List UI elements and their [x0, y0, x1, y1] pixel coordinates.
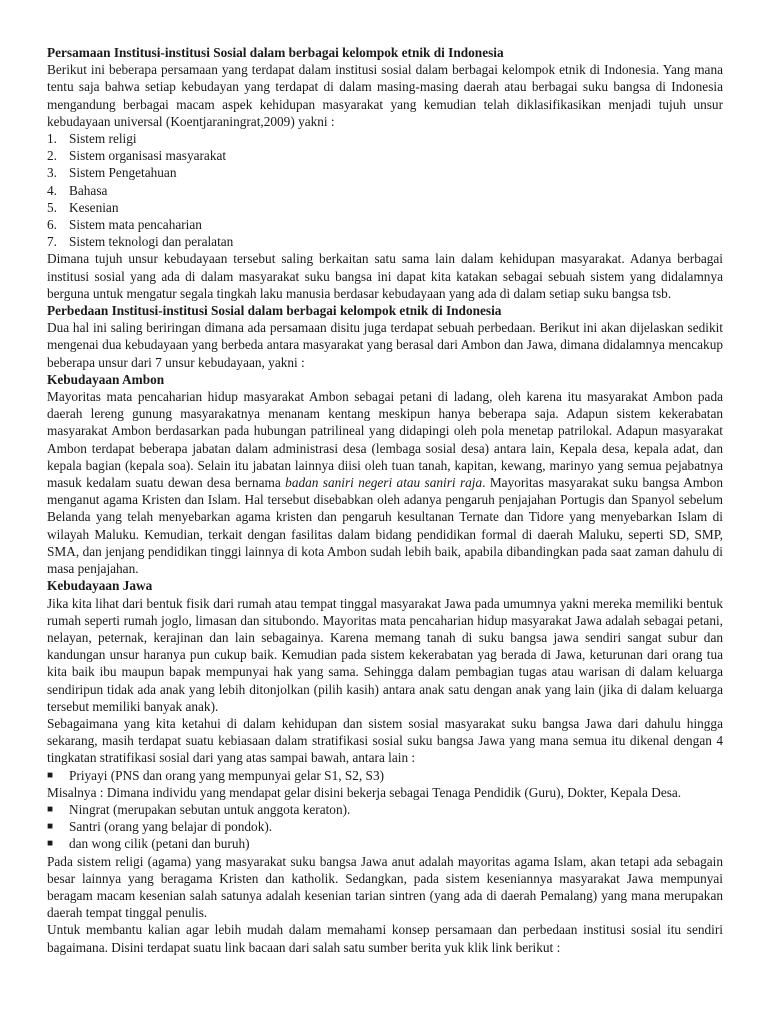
list-text: Sistem Pengetahuan: [69, 165, 177, 181]
paragraph-ambon-part2: . Mayoritas masyarakat suku bangsa Ambon menganut agama Kristen dan Islam. Hal tersebut disebabkan oleh adanya pengaruh penjajahan Portugis dan Spanyol sebelum Belanda yang telah menyebarkan agama kristen dan pengaruh kesultanan Ternate dan Tidore yang menyebarkan Islam di wilayah Maluku. Kemudian, terkait dengan fasilitas dalam bidang pendidikan formal di daerah Maluku, seperti SD, SMP, SMA, dan jenjang pendidikan tinggi lainnya di kota Ambon sudah lebih baik, apabila dibandingkan pada saat zaman dahulu di masa penjajahan.: [47, 475, 723, 577]
list-number: 7.: [47, 234, 57, 250]
unsur-kebudayaan-list: [47, 130, 723, 250]
list-item: [47, 130, 723, 147]
paragraph-tujuh-unsur: Dimana tujuh unsur kebudayaan tersebut saling berkaitan satu sama lain dalam kehidupan masyarakat. Adanya berbagai institusi sosial yang ada di dalam masyarakat suku bangsa ini dapat kita katakan sebagai sebuah sistem yang didalamnya berguna untuk mengatur segala tingkah laku manusia berdasar kebudayaan yang ada di dalam setiap suku bangsa tsb.: [47, 251, 723, 301]
list-text: Ningrat (merupakan sebutan untuk anggota keraton).: [69, 801, 351, 817]
list-text: Santri (orang yang belajar di pondok).: [69, 819, 273, 835]
list-number: 4.: [47, 182, 57, 198]
list-item: [47, 164, 723, 181]
bullet-icon: ■: [47, 803, 54, 815]
list-item: [47, 767, 723, 784]
paragraph-ambon: [47, 388, 723, 577]
list-text: dan wong cilik (petani dan buruh): [69, 836, 250, 852]
paragraph-jawa: Jika kita lihat dari bentuk fisik dari rumah atau tempat tinggal masyarakat Jawa pada umumnya yakni mereka memiliki bentuk rumah seperti rumah joglo, limasan dan situbondo. Mayoritas mata pencaharian hidup masyarakat Jawa adalah sebagai petani, nelayan, peternak, kerajinan dan lain sebagainya. Karena memang tanah di suku bangsa jawa sendiri sangat subur dan kandungan unsur haranya pun cukup baik. Kemudian pada sistem kekerabatan yag berada di Jawa, keturunan dari orang tua kita baik ibu maupun bapak mempunyai hak yang sama. Sehingga dalam pembagian tugas atau warisan di dalam keluarga sendiripun tidak ada anak yang lebih ditonjolkan (pilih kasih) antara anak satu dengan anak yang lain (jika di dalam keluarga tersebut memiliki banyak anak).: [47, 595, 723, 714]
paragraph-misalnya: Misalnya : Dimana individu yang mendapat gelar disini bekerja sebagai Tenaga Pendidik (Guru), Dokter, Kepala Desa.: [47, 784, 682, 800]
list-text: Sistem religi: [69, 131, 137, 147]
list-text: Sistem mata pencaharian: [69, 217, 202, 233]
list-item: [47, 801, 723, 818]
paragraph-intro: Berikut ini beberapa persamaan yang terdapat dalam institusi sosial dalam berbagai kelompok etnik di Indonesia. Yang mana tentu saja bahwa setiap kebudayan yang terdapat di dalam masing-masing daerah atau berbagai suku bangsa di Indonesia mengandung berbagai macam aspek kehidupan masyarakat yang kemudian telah diklasifikasikan menjadi tujuh unsur kebudayaan universal (Koentjaraningrat,2009) yakni :: [47, 62, 723, 129]
list-number: 6.: [47, 217, 57, 233]
list-text: Priyayi (PNS dan orang yang mempunyai gelar S1, S2, S3): [69, 767, 385, 783]
paragraph-stratifikasi: Sebagaimana yang kita ketahui di dalam kehidupan dan sistem sosial masyarakat suku bangsa Jawa dari dahulu hingga sekarang, masih terdapat suatu kebiasaan dalam stratifikasi sosial suku bangsa Jawa yang mana semua itu dikenal dengan 4 tingkatan stratifikasi sosial dari yang atas sampai bawah, antara lain :: [47, 715, 723, 766]
paragraph-ambon-italic: badan saniri negeri atau saniri raja: [285, 475, 483, 491]
list-text: Kesenian: [69, 199, 119, 215]
list-item: [47, 835, 723, 852]
bullet-icon: ■: [47, 769, 54, 781]
list-text: Sistem organisasi masyarakat: [69, 148, 227, 164]
paragraph-penutup: Untuk membantu kalian agar lebih mudah dalam memahami konsep persamaan dan perbedaan institusi sosial itu sendiri bagaimana. Disini terdapat suatu link bacaan dari salah satu sumber berita yuk klik link berikut :: [47, 922, 723, 955]
list-number: 1.: [47, 131, 57, 147]
bullet-icon: ■: [47, 821, 54, 833]
list-item: [47, 182, 723, 199]
list-item: [47, 216, 723, 233]
list-item: [47, 147, 723, 164]
list-text: Sistem teknologi dan peralatan: [69, 234, 234, 250]
list-item: [47, 233, 723, 250]
paragraph-perbedaan-intro: Dua hal ini saling beriringan dimana ada persamaan disitu juga terdapat sebuah perbedaan. Berikut ini akan dijelaskan sedikit mengenai dua kebudayaan yang berbeda antara masyarakat yang berasal dari Ambon dan Jawa, dimana didalamnya mencakup beberapa unsur dari 7 unsur kebudayaan, yakni :: [47, 320, 723, 370]
section-heading-perbedaan: Perbedaan Institusi-institusi Sosial dalam berbagai kelompok etnik di Indonesia: [47, 303, 502, 319]
stratifikasi-list-1: [47, 767, 723, 784]
section-heading-jawa: Kebudayaan Jawa: [47, 578, 153, 594]
list-number: 5.: [47, 199, 57, 215]
section-heading-persamaan: Persamaan Institusi-institusi Sosial dalam berbagai kelompok etnik di Indonesia: [47, 45, 504, 60]
document-body: [47, 44, 723, 956]
list-text: Bahasa: [69, 182, 108, 198]
list-number: 2.: [47, 148, 57, 164]
paragraph-ambon-part1: Mayoritas mata pencaharian hidup masyarakat Ambon sebagai petani di ladang, oleh karena itu masyarakat Ambon pada daerah lereng gunung masyarakatnya menanam kentang meskipun hanya beberapa saja. Adapun sistem kekerabatan masyarakat Ambon berdasarkan pada hubungan patrilineal yang didapingi oleh pola menetap patrilokal. Adapun masyarakat Ambon terdapat beberapa jabatan dalam administrasi desa (lembaga sosial desa) antara lain, Kepala desa, kepala adat, dan kepala bagian (kepala soa). Selain itu jabatan lainnya diisi oleh tuan tanah, kapitan, kewang, marinyo yang semua pejabatnya masuk kedalam suatu dewan desa bernama: [47, 389, 723, 491]
list-number: 3.: [47, 165, 57, 181]
list-item: [47, 199, 723, 216]
section-heading-ambon: Kebudayaan Ambon: [47, 371, 165, 387]
list-item: [47, 818, 723, 835]
bullet-icon: ■: [47, 838, 54, 850]
stratifikasi-list-2: [47, 801, 723, 853]
paragraph-religi-kesenian: Pada sistem religi (agama) yang masyarakat suku bangsa Jawa anut adalah mayoritas agama Islam, akan tetapi ada sebagain besar lainnya yang beragama Kristen dan katholik. Sedangkan, pada sistem keseniannya masyarakat Jawa mempunyai beragam macam kesenian salah satunya adalah kesenian tarian sintren (yang ada di daerah Pemalang) yang mana merupakan daerah tempat tinggal penulis.: [47, 853, 723, 921]
